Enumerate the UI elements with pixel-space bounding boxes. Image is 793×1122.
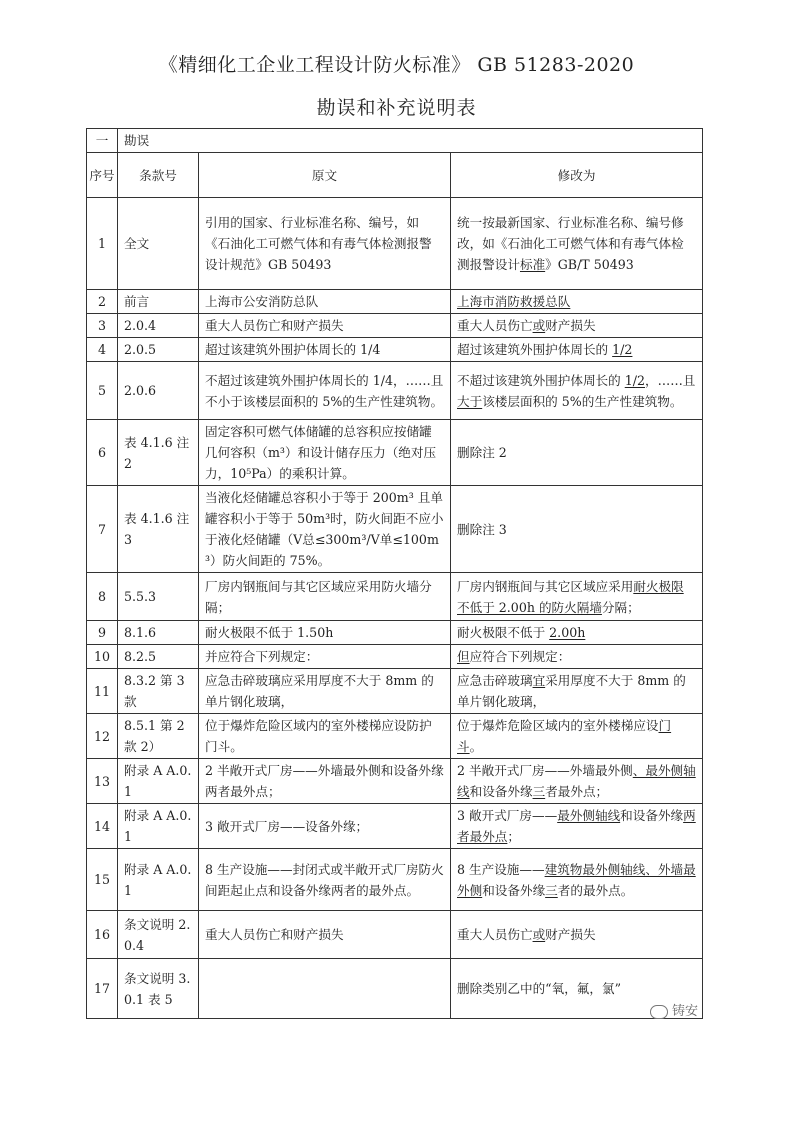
text-segment: 8 生产设施——封闭式或半敞开式厂房防火间距起止点和设备外缘两者的最外点。 <box>205 861 444 898</box>
text-segment: 应急击碎玻璃 <box>457 673 533 688</box>
row-original <box>199 669 451 714</box>
row-seq: 6 <box>87 420 118 486</box>
text-segment: 财产损失 <box>545 318 596 333</box>
row-original <box>199 290 451 314</box>
text-segment: 删除类别乙中的“氧，氟，氯” <box>457 981 622 996</box>
document-title: 《精细化工企业工程设计防火标准》 GB 51283-2020 <box>158 54 635 76</box>
text-segment: 超过该建筑外围护体周长的 <box>457 342 613 357</box>
text-segment: 2 半敞开式厂房——外墙最外侧和设备外缘两者最外点； <box>205 763 444 799</box>
row-seq: 17 <box>87 959 118 1019</box>
table-row <box>87 420 703 486</box>
text-segment: 采用厚度不大于 8mm 的单片钢化玻璃， <box>457 673 686 709</box>
text-segment: 应急击碎玻璃应采用厚度不大于 8mm 的单片钢化玻璃， <box>205 673 434 709</box>
table-row <box>87 362 703 420</box>
row-clause: 表 4.1.6 注 3 <box>118 486 199 573</box>
row-original <box>199 573 451 621</box>
text-segment: 位于爆炸危险区域内的室外楼梯应设 <box>457 718 659 733</box>
revised-text-underlined: 大于 <box>457 393 483 409</box>
row-seq: 5 <box>87 362 118 420</box>
text-segment: 财产损失 <box>545 927 596 942</box>
table-row <box>87 645 703 669</box>
row-clause: 附录 A A.0.1 <box>118 804 199 849</box>
revised-text-underlined: 三 <box>532 784 546 799</box>
text-segment: 。 <box>469 739 483 754</box>
row-original <box>199 849 451 911</box>
table-row <box>87 849 703 911</box>
row-original <box>199 959 451 1019</box>
row-seq: 7 <box>87 486 118 573</box>
row-original <box>199 645 451 669</box>
text-segment: 耐火极限不低于 <box>457 625 550 640</box>
revised-text-underlined: 两者最外点 <box>457 808 696 844</box>
revised-text-underlined: 标准 <box>519 257 546 272</box>
header-revised: 修改为 <box>451 153 703 198</box>
section-label: 勘误 <box>118 129 703 153</box>
row-revised <box>451 645 703 669</box>
row-seq: 1 <box>87 198 118 290</box>
row-seq: 13 <box>87 759 118 804</box>
row-revised <box>451 420 703 486</box>
table-row <box>87 714 703 759</box>
revised-text-underlined: 上海市消防救援总队 <box>457 294 571 309</box>
row-original <box>199 198 451 290</box>
table-row <box>87 959 703 1019</box>
text-segment: 和设备外缘 <box>482 882 546 898</box>
revised-text-underlined: 建筑物最外侧轴线、外墙最外侧 <box>457 861 696 898</box>
text-segment: 删除注 3 <box>457 521 507 537</box>
row-clause: 条文说明 2.0.4 <box>118 911 199 959</box>
table-row <box>87 290 703 314</box>
text-segment: ； <box>507 829 520 844</box>
header-original: 原文 <box>199 153 451 198</box>
row-revised <box>451 198 703 290</box>
row-clause: 条文说明 3.0.1 表 5 <box>118 959 199 1019</box>
text-segment: 并应符合下列规定： <box>205 649 319 664</box>
row-clause: 前言 <box>118 290 199 314</box>
text-segment: 重大人员伤亡 <box>457 927 533 942</box>
text-segment: 固定容积可燃气体储罐的总容积应按储罐几何容积（m³）和设计储存压力（绝对压力，10⁵Pa）的乘积计算。 <box>205 424 437 481</box>
row-original <box>199 314 451 338</box>
table-row <box>87 669 703 714</box>
row-original <box>199 714 451 759</box>
text-segment: 重大人员伤亡和财产损失 <box>205 927 344 942</box>
text-segment: 重大人员伤亡和财产损失 <box>205 318 344 333</box>
row-revised <box>451 338 703 362</box>
text-segment: 者最外点； <box>545 784 609 799</box>
revised-text-underlined: 宜 <box>532 673 546 688</box>
table-row <box>87 314 703 338</box>
text-segment: 和设备外缘 <box>469 784 533 799</box>
document-subtitle: 勘误和补充说明表 <box>316 97 477 119</box>
row-clause: 2.0.4 <box>118 314 199 338</box>
row-clause: 附录 A A.0.1 <box>118 849 199 911</box>
text-segment: 和设备外缘 <box>620 808 684 823</box>
errata-table <box>86 128 703 1019</box>
table-row <box>87 759 703 804</box>
text-segment: 》GB/T 50493 <box>545 257 634 272</box>
wechat-icon <box>650 1005 668 1019</box>
row-revised <box>451 573 703 621</box>
text-segment: 位于爆炸危险区域内的室外楼梯应设防护门斗。 <box>205 718 432 754</box>
text-segment: ，……且 <box>645 372 696 388</box>
revised-text-underlined: 门斗 <box>457 718 672 754</box>
row-revised <box>451 849 703 911</box>
text-segment: 2 半敞开式厂房——外墙最外侧 <box>457 763 633 778</box>
row-original <box>199 804 451 849</box>
row-seq: 10 <box>87 645 118 669</box>
text-segment: 重大人员伤亡 <box>457 318 533 333</box>
table-row <box>87 198 703 290</box>
revised-text-underlined: 但 <box>457 649 470 664</box>
row-revised <box>451 314 703 338</box>
table-row <box>87 621 703 645</box>
row-original <box>199 362 451 420</box>
revised-text-underlined: 最外侧轴线 <box>557 808 621 823</box>
text-segment: 耐火极限不低于 1.50h <box>205 625 334 640</box>
text-segment: 3 敞开式厂房—— <box>457 808 558 823</box>
row-clause: 2.0.6 <box>118 362 199 420</box>
row-revised <box>451 290 703 314</box>
row-original <box>199 420 451 486</box>
row-revised <box>451 486 703 573</box>
text-segment: 厂房内钢瓶间与其它区域应采用 <box>457 578 634 594</box>
text-segment: 不超过该建筑外围护体周长的 1/4，……且不小于该楼层面积的 5%的生产性建筑物。 <box>205 372 444 409</box>
revised-text-underlined: 或 <box>532 927 546 942</box>
text-segment: 厂房内钢瓶间与其它区域应采用防火墙分隔； <box>205 578 432 615</box>
row-clause: 全文 <box>118 198 199 290</box>
revised-text-underlined: 1/2 <box>624 372 646 388</box>
row-original <box>199 621 451 645</box>
text-segment: 该楼层面积的 5%的生产性建筑物。 <box>482 393 683 409</box>
text-segment: 删除注 2 <box>457 445 507 460</box>
text-segment: 不超过该建筑外围护体周长的 <box>457 372 625 388</box>
row-clause: 5.5.3 <box>118 573 199 621</box>
table-row <box>87 573 703 621</box>
row-revised <box>451 759 703 804</box>
row-clause: 表 4.1.6 注 2 <box>118 420 199 486</box>
watermark <box>650 1000 698 1019</box>
text-segment: 引用的国家、行业标准名称、编号，如《石油化工可燃气体和有毒气体检测报警设计规范》GB 50493 <box>205 215 432 272</box>
text-segment: 上海市公安消防总队 <box>205 294 319 309</box>
row-seq: 9 <box>87 621 118 645</box>
text-segment: 应符合下列规定： <box>469 649 571 664</box>
row-clause: 8.5.1 第 2 款 2） <box>118 714 199 759</box>
row-seq: 16 <box>87 911 118 959</box>
table-row <box>87 338 703 362</box>
revised-text-underlined: 、最外侧轴线 <box>457 763 696 799</box>
row-original <box>199 911 451 959</box>
row-seq: 15 <box>87 849 118 911</box>
row-seq: 4 <box>87 338 118 362</box>
text-segment: 分隔； <box>601 599 640 615</box>
row-clause: 8.2.5 <box>118 645 199 669</box>
section-number: 一 <box>87 129 118 153</box>
text-segment: 8 生产设施—— <box>457 861 545 877</box>
row-seq: 2 <box>87 290 118 314</box>
header-clause: 条款号 <box>118 153 199 198</box>
table-row <box>87 486 703 573</box>
row-revised <box>451 804 703 849</box>
row-original <box>199 338 451 362</box>
text-segment: 3 敞开式厂房——设备外缘； <box>205 818 369 834</box>
table-row <box>87 911 703 959</box>
row-revised <box>451 911 703 959</box>
row-seq: 11 <box>87 669 118 714</box>
revised-text-underlined: 2.00h <box>549 625 586 640</box>
row-revised <box>451 714 703 759</box>
text-segment: 者的最外点。 <box>557 882 634 898</box>
row-revised <box>451 362 703 420</box>
row-revised <box>451 669 703 714</box>
header-seq: 序号 <box>87 153 118 198</box>
row-seq: 8 <box>87 573 118 621</box>
row-revised <box>451 621 703 645</box>
row-clause: 8.3.2 第 3 款 <box>118 669 199 714</box>
text-segment: 统一按最新国家、行业标准名称、编号修改，如《石油化工可燃气体和有毒气体检测报警设计 <box>457 215 684 272</box>
row-seq: 12 <box>87 714 118 759</box>
table-row <box>87 804 703 849</box>
revised-text-underlined: 耐火极限不低于 2.00h 的防火隔墙 <box>457 578 684 615</box>
header-row <box>87 153 703 198</box>
row-original <box>199 759 451 804</box>
revised-text-underlined: 三 <box>545 882 558 898</box>
row-clause: 8.1.6 <box>118 621 199 645</box>
row-seq: 14 <box>87 804 118 849</box>
watermark-text: 铸安 <box>672 1004 699 1019</box>
text-segment: 超过该建筑外围护体周长的 1/4 <box>205 342 381 357</box>
row-seq: 3 <box>87 314 118 338</box>
row-original <box>199 486 451 573</box>
row-clause: 2.0.5 <box>118 338 199 362</box>
revised-text-underlined: 1/2 <box>612 342 633 357</box>
revised-text-underlined: 或 <box>532 318 546 333</box>
row-clause: 附录 A A.0.1 <box>118 759 199 804</box>
section-row <box>87 129 703 153</box>
text-segment: 当液化烃储罐总容积小于等于 200m³ 且单罐容积小于等于 50m³时，防火间距不应小于液化烃储罐（V总≤300m³/V单≤100m³）防火间距的 75%。 <box>205 490 444 568</box>
